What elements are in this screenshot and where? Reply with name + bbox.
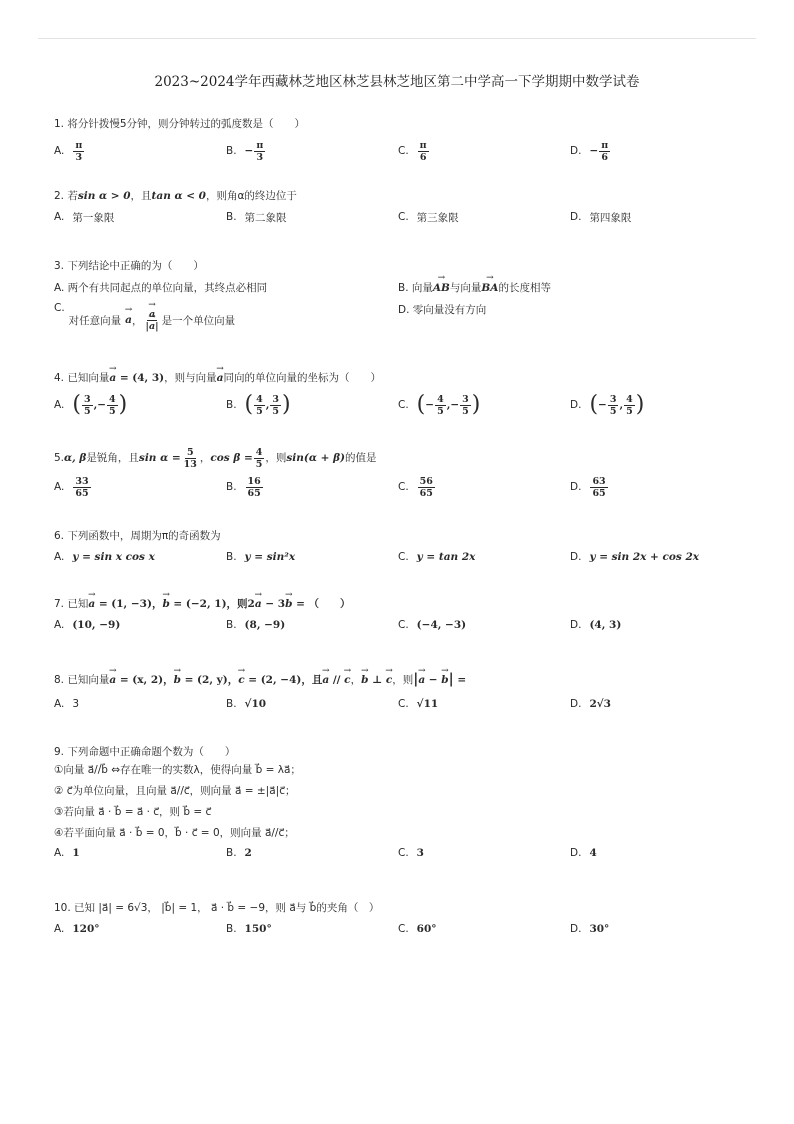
option-b[interactable]: B. 第二象限 [226, 211, 287, 224]
option-b[interactable]: B. $\frac{16}{65}$ [226, 475, 261, 499]
header-divider [38, 38, 756, 39]
option-a[interactable]: A. 3 [54, 698, 80, 710]
question-8 [54, 668, 754, 715]
option-d[interactable]: D. (4, 3) [570, 619, 622, 631]
question-stem: 6. 下列函数中，周期为π的奇函数为 [54, 530, 221, 542]
question-4 [54, 370, 754, 420]
option-a[interactable]: A. $\frac{\pi}{3}$ [54, 139, 83, 163]
option-a[interactable]: A. 第一象限 [54, 211, 115, 224]
option-a[interactable]: A. 120° [54, 923, 100, 935]
option-c[interactable]: C. √11 [398, 698, 439, 710]
option-b[interactable]: B. √10 [226, 698, 267, 710]
option-row [54, 136, 754, 166]
option-b[interactable]: B. − $\frac{\pi}{3}$ [226, 139, 264, 163]
proposition-3: ③若向量 a⃗ · b⃗ = a⃗ · c⃗，则 b⃗ = c⃗ [54, 806, 212, 818]
question-stem: 10. 已知 |a⃗| = 6√3， |b⃗| = 1， a⃗ · b⃗ = −9，则 a⃗与 b⃗的夹角（ ） [54, 902, 380, 914]
option-row [54, 280, 754, 302]
option-a[interactable]: A. 1 [54, 847, 80, 859]
option-c[interactable]: C. 第三象限 [398, 211, 459, 224]
option-row [54, 548, 754, 568]
question-stem: 9. 下列命题中正确命题个数为（ ） [54, 746, 236, 758]
question-6 [54, 528, 754, 568]
option-d[interactable]: D. 第四象限 [570, 211, 632, 224]
option-b[interactable]: B. 向量→ AB与向量→ BA的长度相等 [398, 280, 551, 295]
option-row [54, 695, 754, 715]
question-10 [54, 900, 754, 940]
option-a[interactable]: A. ( $\frac{3}{5}$ , − $\frac{4}{5}$ ) [54, 392, 128, 417]
question-stem: 5. α, β 是锐角，且 sin α = $\frac{5}{13}$ ， cos β = $\frac{4}{5}$ ，则 sin(α + β) 的值是 [54, 446, 377, 470]
option-c[interactable]: C. $\frac{56}{65}$ [398, 475, 433, 499]
question-9 [54, 744, 754, 864]
option-b[interactable]: B. 150° [226, 923, 272, 935]
option-row [54, 844, 754, 864]
option-d[interactable]: D. $\frac{63}{65}$ [570, 475, 606, 499]
unit-vector-fraction: → $\frac{a}{|\to a|}$ [143, 309, 160, 332]
option-c[interactable]: C. (−4, −3) [398, 619, 467, 631]
option-row [54, 472, 754, 502]
option-d[interactable]: D. 2√3 [570, 698, 611, 710]
option-row [54, 302, 754, 338]
option-c[interactable]: C. $\frac{\pi}{6}$ [398, 139, 427, 163]
option-d[interactable]: D. 零向量没有方向 [398, 304, 487, 316]
option-d[interactable]: D. 30° [570, 923, 610, 935]
fraction: $\frac{\pi}{6}$ [419, 139, 427, 163]
option-c[interactable]: C. 3 [398, 847, 424, 859]
option-a[interactable]: A. (10, −9) [54, 619, 121, 631]
question-stem: 8. 已知向量→ a = (x, 2)，→ b = (2, y)，→ c = (2, −4)，且→ a // → c，→ b ⊥ → c，则|→ a − → b| = [54, 668, 754, 691]
option-c[interactable]: C. 对任意向量 → a ， → $\frac{a}{|\to a|}$ 是一个单位向量 [54, 302, 235, 338]
option-row [54, 920, 754, 940]
option-b[interactable]: B. y = sin²x [226, 551, 296, 563]
question-3 [54, 258, 754, 338]
option-d[interactable]: D. ( − $\frac{3}{5}$ , $\frac{4}{5}$ ) [570, 392, 645, 417]
option-a[interactable]: A. $\frac{33}{65}$ [54, 475, 89, 499]
option-row [54, 208, 754, 228]
proposition-4: ④若平面向量 a⃗ · b⃗ = 0，b⃗ · c⃗ = 0，则向量 a⃗//c⃗； [54, 827, 295, 839]
option-row [54, 390, 754, 420]
option-c[interactable]: C. ( − $\frac{4}{5}$ , − $\frac{3}{5}$ ) [398, 392, 481, 417]
proposition-2: ② c⃗为单位向量，且向量 a⃗//c⃗，则向量 a⃗ = ±|a⃗|c⃗； [54, 785, 296, 797]
option-row [54, 616, 754, 636]
option-d[interactable]: D. 4 [570, 847, 597, 859]
question-stem: 4. 已知向量→ a = (4, 3)，则与向量→ a同向的单位向量的坐标为（ ） [54, 370, 754, 386]
page-title: 2023~2024学年西藏林芝地区林芝县林芝地区第二中学高一下学期期中数学试卷 [154, 74, 640, 90]
question-1 [54, 116, 754, 166]
option-a[interactable]: A. 两个有共同起点的单位向量，其终点必相同 [54, 282, 268, 294]
fraction: $\frac{\pi}{3}$ [256, 139, 264, 163]
option-b[interactable]: B. (8, −9) [226, 619, 286, 631]
question-stem: 3. 下列结论中正确的为（ ） [54, 260, 204, 272]
fraction: $\frac{\pi}{3}$ [75, 139, 83, 163]
option-d[interactable]: D. − $\frac{\pi}{6}$ [570, 139, 609, 163]
option-d[interactable]: D. y = sin 2x + cos 2x [570, 551, 700, 563]
option-a[interactable]: A. y = sin x cos x [54, 551, 155, 563]
option-b[interactable]: B. ( $\frac{4}{5}$ , $\frac{3}{5}$ ) [226, 392, 291, 417]
fraction: $\frac{\pi}{6}$ [601, 139, 609, 163]
question-stem: 1. 将分针拨慢5分钟，则分钟转过的弧度数是（ ） [54, 118, 306, 130]
option-c[interactable]: C. 60° [398, 923, 437, 935]
question-stem: 2. 若sin α > 0，且tan α < 0，则角α的终边位于 [54, 190, 297, 202]
option-c[interactable]: C. y = tan 2x [398, 551, 476, 563]
question-stem: 7. 已知→ a = (1, −3)，→ b = (−2, 1)，则2→ a − 3→ b = （ ） [54, 596, 754, 612]
question-7 [54, 596, 754, 636]
question-5 [54, 444, 754, 502]
option-b[interactable]: B. 2 [226, 847, 252, 859]
proposition-1: ①向量 a⃗//b⃗ ⇔存在唯一的实数λ，使得向量 b⃗ = λa⃗； [54, 764, 301, 776]
question-2 [54, 188, 754, 228]
